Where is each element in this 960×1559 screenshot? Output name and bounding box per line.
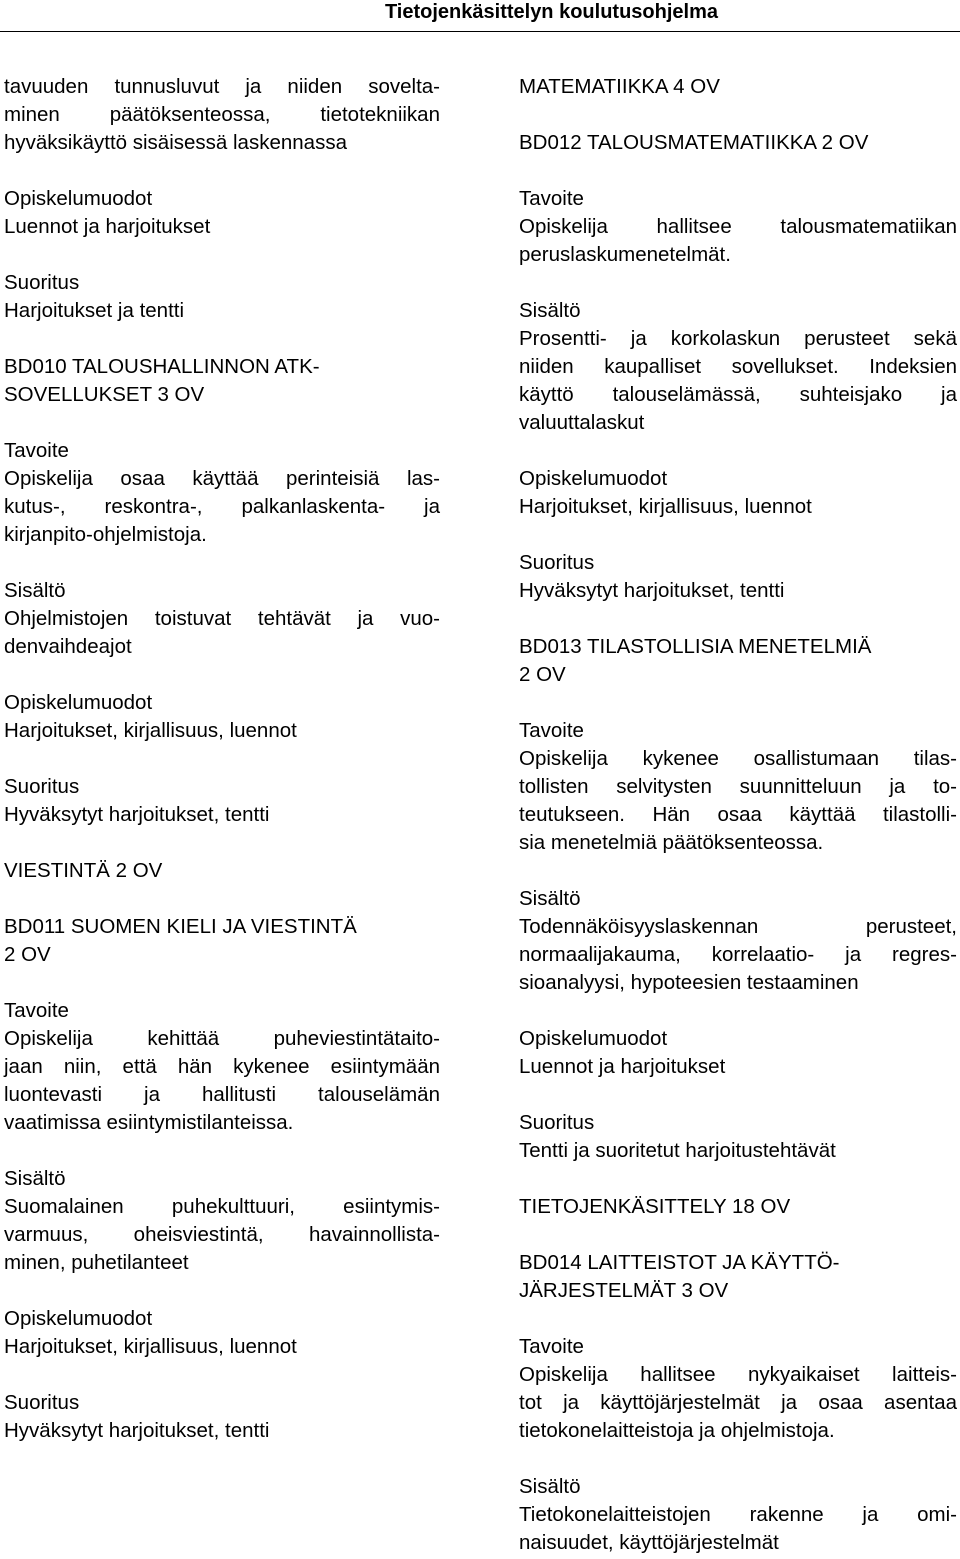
section-label: Sisältö <box>519 299 581 322</box>
section-value: Harjoitukset, kirjallisuus, luennot <box>519 495 812 518</box>
section-label: Opiskelumuodot <box>519 1027 668 1050</box>
text-line: varmuus, oheisviestintä, havainnollista- <box>4 1223 440 1246</box>
section-label: Tavoite <box>4 999 69 1022</box>
sisalto-paragraph <box>519 325 957 437</box>
section-value: Hyväksytyt harjoitukset, tentti <box>4 1419 270 1442</box>
text-line: sia menetelmiä päätöksenteossa. <box>519 831 824 854</box>
section-value: Hyväksytyt harjoitukset, tentti <box>4 803 270 826</box>
category-heading: MATEMATIIKKA 4 OV <box>519 75 720 98</box>
text-line: Opiskelija kehittää puheviestintätaito- <box>4 1027 440 1050</box>
course-title: BD010 TALOUSHALLINNON ATK- <box>4 355 320 378</box>
text-line: Opiskelija hallitsee nykyaikaiset laitteis- <box>519 1363 957 1386</box>
text-line: kirjanpito-ohjelmistoja. <box>4 523 207 546</box>
sisalto-paragraph <box>519 1501 957 1557</box>
section-value: Luennot ja harjoitukset <box>519 1055 726 1078</box>
text-line: sioanalyysi, hypoteesien testaaminen <box>519 971 859 994</box>
section-label: Opiskelumuodot <box>519 467 668 490</box>
section-label: Opiskelumuodot <box>4 187 153 210</box>
section-value: Harjoitukset, kirjallisuus, luennot <box>4 719 297 742</box>
text-line: luontevasti ja hallitusti talouselämän <box>4 1083 440 1106</box>
section-label: Suoritus <box>4 775 80 798</box>
header-rule <box>0 31 960 32</box>
section-label: Tavoite <box>519 719 584 742</box>
section-label: Suoritus <box>4 1391 80 1414</box>
course-title: 2 OV <box>519 663 566 686</box>
section-label: Suoritus <box>519 1111 595 1134</box>
section-value: Luennot ja harjoitukset <box>4 215 211 238</box>
section-label: Sisältö <box>4 579 66 602</box>
section-label: Sisältö <box>519 887 581 910</box>
text-line: denvaihdeajot <box>4 635 132 658</box>
left-column <box>4 73 440 1445</box>
text-line: niiden kaupalliset sovellukset. Indeksien <box>519 355 957 378</box>
page-title: Tietojenkäsittelyn koulutusohjelma <box>384 1 718 23</box>
sisalto-paragraph <box>4 1193 440 1277</box>
text-line: normaalijakauma, korrelaatio- ja regres- <box>519 943 957 966</box>
text-line: Suomalainen puhekulttuuri, esiintymis- <box>4 1195 440 1218</box>
text-line: teutukseen. Hän osaa käyttää tilastolli- <box>519 803 957 826</box>
text-line: tollisten selvitysten suunnitteluun ja to- <box>519 775 957 798</box>
tavoite-paragraph <box>4 1025 440 1137</box>
text-line: peruslaskumenetelmät. <box>519 243 731 266</box>
tavoite-paragraph <box>519 1361 957 1445</box>
course-title: BD011 SUOMEN KIELI JA VIESTINTÄ <box>4 915 357 938</box>
text-line: Tietokonelaitteistojen rakenne ja omi- <box>519 1503 957 1526</box>
section-value: Harjoitukset ja tentti <box>4 299 185 322</box>
category-heading: VIESTINTÄ 2 OV <box>4 859 163 882</box>
category-heading: TIETOJENKÄSITTELY 18 OV <box>519 1195 791 1218</box>
course-title: BD013 TILASTOLLISIA MENETELMIÄ <box>519 635 872 658</box>
text-line: tavuuden tunnusluvut ja niiden sovelta- <box>4 75 440 98</box>
section-label: Suoritus <box>519 551 595 574</box>
text-line: Opiskelija hallitsee talousmatematiikan <box>519 215 957 238</box>
text-line: tot ja käyttöjärjestelmät ja osaa asentaa <box>519 1391 957 1414</box>
intro-paragraph <box>4 73 440 157</box>
sisalto-paragraph <box>4 605 440 661</box>
text-line: vaatimissa esiintymistilanteissa. <box>4 1111 294 1134</box>
text-line: Prosentti- ja korkolaskun perusteet sekä <box>519 327 957 350</box>
course-title: BD014 LAITTEISTOT JA KÄYTTÖ- <box>519 1251 840 1274</box>
text-line: kutus-, reskontra-, palkanlaskenta- ja <box>4 495 440 518</box>
text-line: Ohjelmistojen toistuvat tehtävät ja vuo- <box>4 607 440 630</box>
course-title: BD012 TALOUSMATEMATIIKKA 2 OV <box>519 131 869 154</box>
text-line: käyttö talouselämässä, suhteisjako ja <box>519 383 957 406</box>
section-label: Suoritus <box>4 271 80 294</box>
section-label: Sisältö <box>519 1475 581 1498</box>
text-line: naisuudet, käyttöjärjestelmät <box>519 1531 779 1554</box>
course-title: 2 OV <box>4 943 51 966</box>
text-line: minen, puhetilanteet <box>4 1251 189 1274</box>
text-line: Opiskelija osaa käyttää perinteisiä las- <box>4 467 440 490</box>
section-value: Harjoitukset, kirjallisuus, luennot <box>4 1335 297 1358</box>
text-line: jaan niin, että hän kykenee esiintymään <box>4 1055 440 1078</box>
section-label: Opiskelumuodot <box>4 1307 153 1330</box>
tavoite-paragraph <box>519 213 957 269</box>
text-line: tietokonelaitteistoja ja ohjelmistoja. <box>519 1419 835 1442</box>
text-line: hyväksikäyttö sisäisessä laskennassa <box>4 131 347 154</box>
section-label: Sisältö <box>4 1167 66 1190</box>
text-line: Opiskelija kykenee osallistumaan tilas- <box>519 747 957 770</box>
section-label: Tavoite <box>519 1335 584 1358</box>
text-line: minen päätöksenteossa, tietotekniikan <box>4 103 440 126</box>
course-title: SOVELLUKSET 3 OV <box>4 383 205 406</box>
section-value: Tentti ja suoritetut harjoitustehtävät <box>519 1139 836 1162</box>
sisalto-paragraph <box>519 913 957 997</box>
right-column <box>519 73 957 1557</box>
section-value: Hyväksytyt harjoitukset, tentti <box>519 579 785 602</box>
section-label: Opiskelumuodot <box>4 691 153 714</box>
text-line: Todennäköisyyslaskennan perusteet, <box>519 915 957 938</box>
page-header <box>0 0 960 33</box>
section-label: Tavoite <box>519 187 584 210</box>
text-line: valuuttalaskut <box>519 411 645 434</box>
course-title: JÄRJESTELMÄT 3 OV <box>519 1279 729 1302</box>
section-label: Tavoite <box>4 439 69 462</box>
tavoite-paragraph <box>4 465 440 549</box>
tavoite-paragraph <box>519 745 957 857</box>
